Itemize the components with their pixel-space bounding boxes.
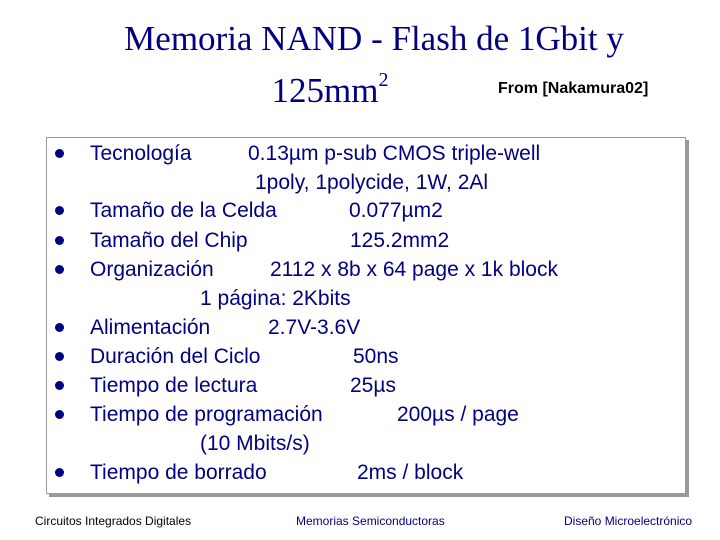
item-label-programacion: Tiempo de programación <box>90 403 323 426</box>
footer-course: Circuitos Integrados Digitales <box>35 514 192 528</box>
item-value-programacion: 200µs / page <box>397 403 519 426</box>
bullet-icon <box>55 410 64 419</box>
item-cont-tecnologia: 1poly, 1polycide, 1W, 2Al <box>255 171 489 194</box>
item-label-celda: Tamaño de la Celda <box>90 199 277 222</box>
slide-title-line1: Memoria NAND - Flash de 1Gbit y <box>124 19 624 58</box>
item-value-borrado: 2ms / block <box>357 461 464 484</box>
item-label-organizacion: Organización <box>90 258 214 281</box>
item-value-tecnologia: 0.13µm p-sub CMOS triple-well <box>248 142 541 165</box>
bullet-icon <box>55 236 64 245</box>
item-value-ciclo: 50ns <box>353 345 399 368</box>
item-value-organizacion: 2112 x 8b x 64 page x 1k block <box>270 258 558 281</box>
item-label-ciclo: Duración del Ciclo <box>90 345 261 368</box>
bullet-icon <box>55 206 64 215</box>
footer-subject: Diseño Microelectrónico <box>564 514 693 528</box>
item-label-alimentacion: Alimentación <box>90 316 211 339</box>
bullet-icon <box>55 323 64 332</box>
item-label-chip: Tamaño del Chip <box>90 229 248 252</box>
item-value-celda: 0.077µm2 <box>349 199 443 222</box>
footer-topic: Memorias Semiconductoras <box>296 514 445 528</box>
bullet-icon <box>55 468 64 477</box>
bullet-icon <box>55 352 64 361</box>
item-label-tecnologia: Tecnología <box>90 142 192 165</box>
bullet-icon <box>55 265 64 274</box>
item-value-alimentacion: 2.7V-3.6V <box>268 316 361 339</box>
bullet-icon <box>55 149 64 158</box>
item-value-chip: 125.2mm2 <box>350 229 450 252</box>
item-value-lectura: 25µs <box>350 374 396 397</box>
item-cont-organizacion: 1 página: 2Kbits <box>200 287 351 310</box>
item-cont-programacion: (10 Mbits/s) <box>200 432 310 455</box>
item-label-lectura: Tiempo de lectura <box>90 374 258 397</box>
item-label-borrado: Tiempo de borrado <box>90 461 267 484</box>
citation: From [Nakamura02] <box>498 80 649 97</box>
bullet-icon <box>55 381 64 390</box>
title-line2-text: 125mm <box>271 71 379 110</box>
title-superscript: 2 <box>378 69 389 91</box>
